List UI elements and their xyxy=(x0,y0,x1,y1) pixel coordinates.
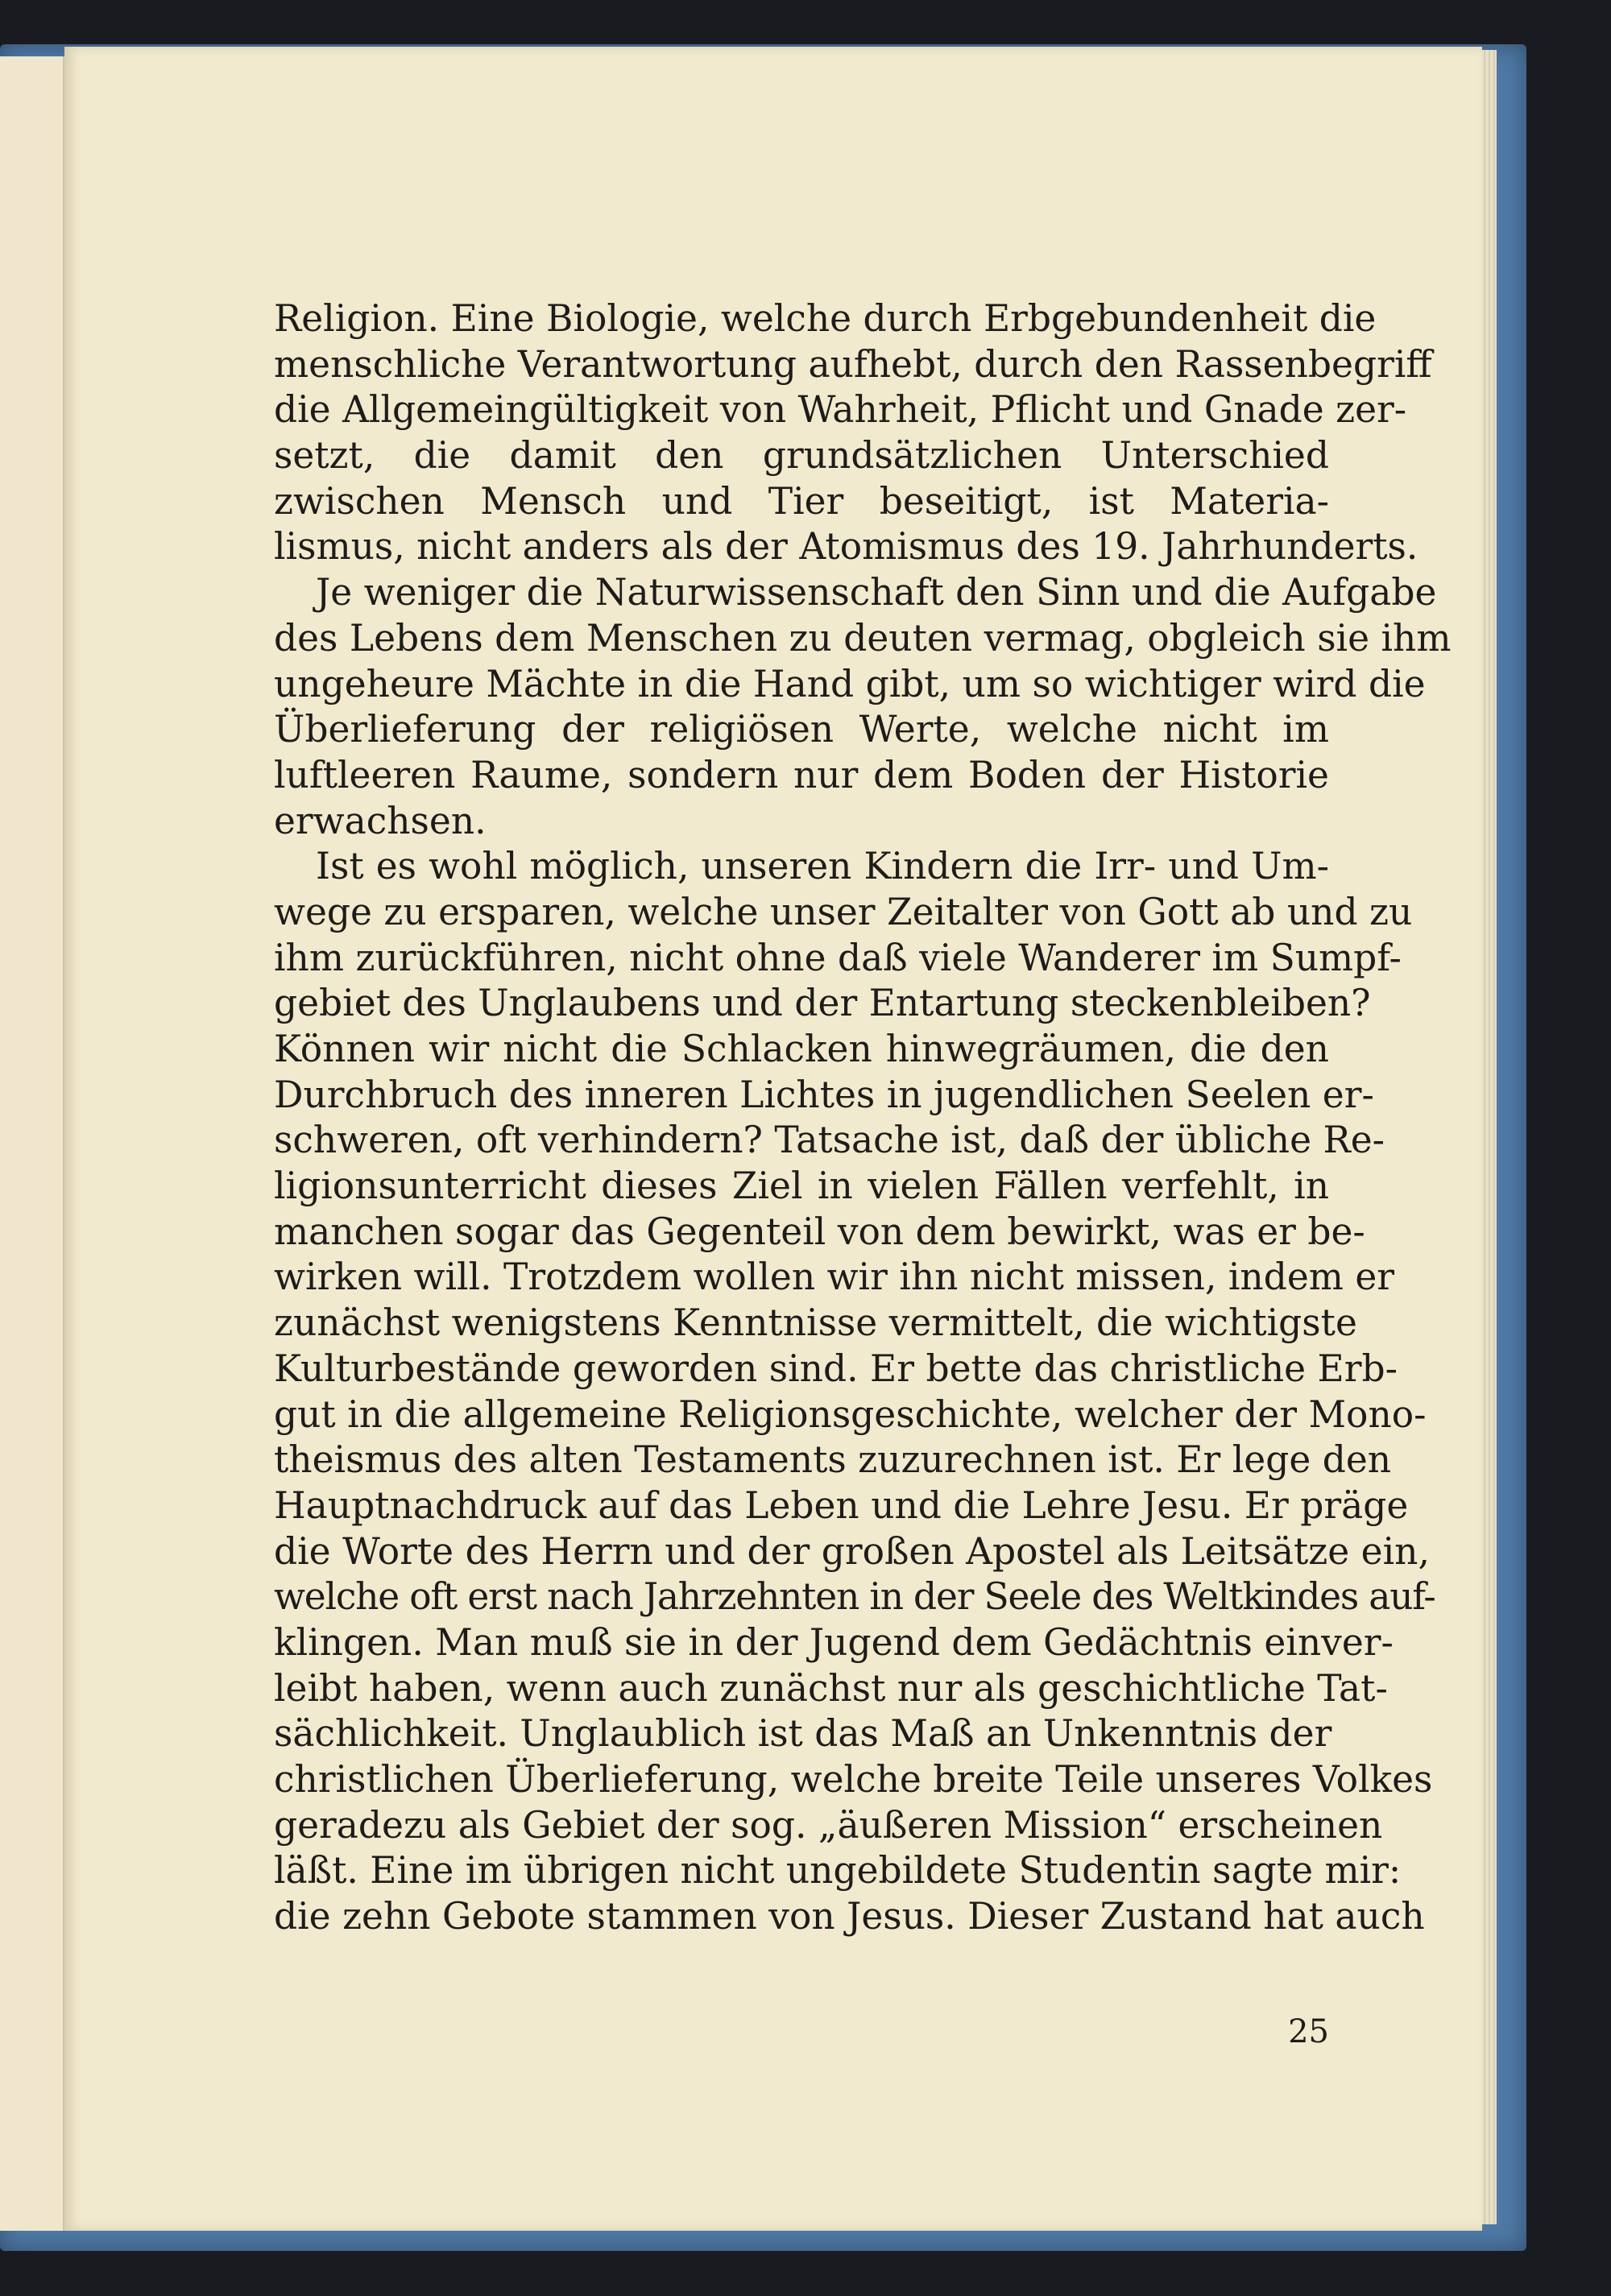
body-text xyxy=(274,296,1452,1940)
text-line: menschliche Verantwortung aufhebt, durch den Rassenbegriff xyxy=(274,342,1432,386)
book-page xyxy=(64,47,1482,2231)
text-line: des Lebens dem Menschen zu deuten vermag, obgleich sie ihm xyxy=(274,616,1452,660)
text-line: die Worte des Herrn und der großen Apostel als Leitsätze ein, xyxy=(274,1529,1430,1573)
text-line: Hauptnachdruck auf das Leben und die Lehre Jesu. Er präge xyxy=(274,1483,1409,1527)
text-line: welche oft erst nach Jahrzehnten in der Seele des Weltkindes auf- xyxy=(274,1575,1435,1619)
text-line: wege zu ersparen, welche unser Zeitalter von Gott ab und zu xyxy=(274,890,1413,933)
text-line: luftleeren Raume, sondern nur dem Boden der Historie xyxy=(274,753,1329,796)
text-line: klingen. Man muß sie in der Jugend dem Gedächtnis einver- xyxy=(274,1620,1394,1664)
text-line: setzt, die damit den grundsätzlichen Unterschied xyxy=(274,434,1329,478)
text-line: Religion. Eine Biologie, welche durch Erbgebundenheit die xyxy=(274,297,1377,340)
page-number: 25 xyxy=(1288,2013,1329,2050)
text-line: theismus des alten Testaments zuzurechnen ist. Er lege den xyxy=(274,1438,1392,1482)
text-line: Durchbruch des inneren Lichtes in jugendlichen Seelen er- xyxy=(274,1073,1374,1116)
text-line: wirken will. Trotzdem wollen wir ihn nicht missen, indem er xyxy=(274,1256,1395,1299)
text-line: leibt haben, wenn auch zunächst nur als geschichtliche Tat- xyxy=(274,1666,1388,1710)
text-line: Je weniger die Naturwissenschaft den Sinn und die Aufgabe xyxy=(316,571,1437,614)
text-line: gut in die allgemeine Religionsgeschichte, welcher der Mono- xyxy=(274,1392,1427,1436)
text-line: geradezu als Gebiet der sog. „äußeren Mission“ erscheinen xyxy=(274,1803,1383,1847)
text-line: Überlieferung der religiösen Werte, welche nicht im xyxy=(274,708,1329,751)
text-line: manchen sogar das Gegenteil von dem bewirkt, was er be- xyxy=(274,1210,1365,1253)
text-line: läßt. Eine im übrigen nicht ungebildete Studentin sagte mir: xyxy=(274,1849,1402,1893)
text-line: Ist es wohl möglich, unseren Kindern die Irr- und Um- xyxy=(316,845,1329,888)
text-line: schweren, oft verhindern? Tatsache ist, daß der übliche Re- xyxy=(274,1119,1385,1162)
text-line: die zehn Gebote stammen von Jesus. Dieser Zustand hat auch xyxy=(274,1895,1425,1938)
text-line: zunächst wenigstens Kenntnisse vermittelt, die wichtigste xyxy=(274,1301,1357,1345)
text-line: erwachsen. xyxy=(274,799,487,842)
text-line: zwischen Mensch und Tier beseitigt, ist Materia- xyxy=(274,479,1329,523)
text-line: sächlichkeit. Unglaublich ist das Maß an Unkenntnis der xyxy=(274,1712,1332,1756)
text-line: gebiet des Unglaubens und der Entartung steckenbleiben? xyxy=(274,982,1371,1025)
text-line: Kulturbestände geworden sind. Er bette das christliche Erb- xyxy=(274,1347,1398,1390)
text-line: die Allgemeingültigkeit von Wahrheit, Pflicht und Gnade zer- xyxy=(274,388,1407,432)
text-line: christlichen Überlieferung, welche breite Teile unseres Volkes xyxy=(274,1758,1433,1801)
text-line: ungeheure Mächte in die Hand gibt, um so wichtiger wird die xyxy=(274,662,1426,705)
text-line: ihm zurückführen, nicht ohne daß viele Wanderer im Sumpf- xyxy=(274,936,1402,979)
text-line: ligionsunterricht dieses Ziel in vielen Fällen verfehlt, in xyxy=(274,1165,1329,1208)
text-line: Können wir nicht die Schlacken hinwegräumen, die den xyxy=(274,1028,1329,1070)
text-line: lismus, nicht anders als der Atomismus des 19. Jahrhunderts. xyxy=(274,525,1418,569)
left-page-edge xyxy=(0,56,65,2231)
